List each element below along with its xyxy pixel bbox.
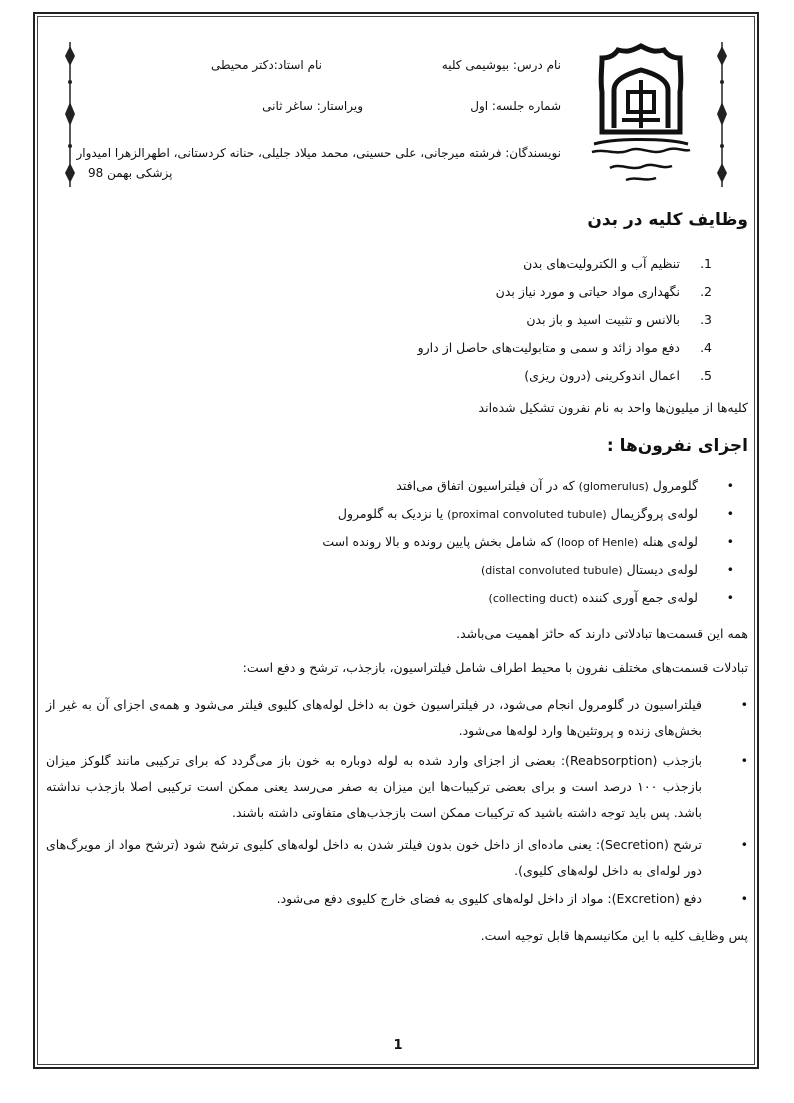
- nephron-note: کلیه‌ها از میلیون‌ها واحد به نام نفرون تشکیل شده‌اند: [478, 400, 748, 415]
- cohort: پزشکی بهمن 98: [88, 166, 173, 180]
- left-ornament: [63, 42, 77, 187]
- exchange-note: همه این قسمت‌ها تبادلاتی دارند که حائز اهمیت می‌باشد.: [456, 626, 748, 641]
- list-item: [214, 502, 734, 526]
- list-text: اعمال اندوکرینی (درون ریزی): [524, 368, 680, 383]
- teacher-name: نام استاد:دکتر محیطی: [210, 58, 322, 72]
- list-text: بالانس و تثبیت اسید و باز بدن: [526, 312, 680, 327]
- part-english: (proximal convoluted tubule): [447, 508, 607, 521]
- list-item: [214, 474, 734, 498]
- list-number: 4.: [700, 340, 712, 355]
- list-number: 3.: [700, 312, 712, 327]
- list-item: [214, 586, 734, 610]
- part-desc: یا نزدیک به گلومرول: [337, 506, 444, 521]
- list-text: تنظیم آب و الکترولیت‌های بدن: [523, 256, 680, 271]
- list-number: 2.: [700, 284, 712, 299]
- part-name: لوله‌ی دیستال: [626, 562, 698, 577]
- list-text: نگهداری مواد حیاتی و مورد نیاز بدن: [495, 284, 680, 299]
- list-number: 1.: [700, 256, 712, 271]
- bullet: •: [726, 534, 734, 549]
- process-reabsorption: [46, 748, 748, 826]
- right-ornament: [715, 42, 729, 187]
- bullet: •: [740, 891, 748, 906]
- bullet: •: [726, 506, 734, 521]
- list-text: دفع مواد زائد و سمی و متابولیت‌های حاصل از دارو: [417, 340, 680, 355]
- list-item: [304, 252, 724, 276]
- list-item: [304, 364, 724, 388]
- part-name: گلومرول: [652, 478, 698, 493]
- editor-name: ویراستار: ساغر ثانی: [262, 99, 363, 113]
- process-text: فیلتراسیون در گلومرول انجام می‌شود، در فیلتراسیون خون به داخل لوله‌های کلیوی فیلتر می‌شود و همه‌ی اجزای آن به غیر از بخش‌های زنده و پروتئین‌ها وارد لوله‌ها می‌شود.: [46, 697, 702, 738]
- session-number: شماره جلسه: اول: [470, 99, 561, 113]
- bullet: •: [726, 478, 734, 493]
- section-title-nephron-parts: اجزای نفرون‌ها :: [606, 436, 748, 456]
- process-text: بازجذب (Reabsorption): بعضی از اجزای وارد شده به لوله دوباره به خون باز می‌گردد که برای ترکیبی مانند گلوکز میزان بازجذب ۱۰۰ درصد است و برای بعضی ترکیبات‌ها این میزان به صفر می‌رسد یعنی ممکن است ترکیبی اصلا بازجذب نداشته باشد. پس باید توجه داشته باشید که ترکیبات ممکن است بازجذب‌های متفاوتی داشته باشند.: [46, 753, 702, 820]
- part-name: لوله‌ی هنله: [642, 534, 698, 549]
- part-english: (loop of Henle): [556, 536, 639, 549]
- university-logo: [565, 40, 696, 188]
- bullet: •: [740, 697, 748, 712]
- conclusion: پس وظایف کلیه با این مکانیسم‌ها قابل توجیه است.: [480, 928, 748, 943]
- part-english: (collecting duct): [488, 592, 578, 605]
- section-title-kidney-functions: وظایف کلیه در بدن: [587, 210, 748, 230]
- process-excretion: [46, 886, 748, 912]
- bullet: •: [740, 837, 748, 852]
- list-item: [304, 280, 724, 304]
- process-filtration: [46, 692, 748, 744]
- part-english: (glomerulus): [578, 480, 649, 493]
- bullet: •: [726, 562, 734, 577]
- list-number: 5.: [700, 368, 712, 383]
- part-desc: که شامل بخش پایین رونده و بالا رونده است: [322, 534, 553, 549]
- list-item: [304, 336, 724, 360]
- process-text: دفع (Excretion): مواد از داخل لوله‌های کلیوی به فضای خارج کلیوی دفع می‌شود.: [276, 891, 702, 906]
- list-item: [214, 558, 734, 582]
- part-name: لوله‌ی جمع آوری کننده: [581, 590, 698, 605]
- part-name: لوله‌ی پروگزیمال: [610, 506, 698, 521]
- bullet: •: [740, 753, 748, 768]
- list-item: [304, 308, 724, 332]
- bullet: •: [726, 590, 734, 605]
- process-text: ترشح (Secretion): یعنی ماده‌ای از داخل خون بدون فیلتر شدن به داخل لوله‌های کلیوی ترشح شود (ترشح مواد از مویرگ‌های دور لوله‌ای به داخل لوله‌های کلیوی).: [46, 837, 702, 878]
- list-item: [214, 530, 734, 554]
- course-name: نام درس: بیوشیمی کلیه: [441, 58, 561, 72]
- part-english: (distal convoluted tubule): [481, 564, 623, 577]
- exchange-types-note: تبادلات قسمت‌های مختلف نفرون با محیط اطراف شامل فیلتراسیون، بازجذب، ترشح و دفع است:: [242, 660, 748, 675]
- page-number: 1: [393, 1038, 403, 1053]
- part-desc: که در آن فیلتراسیون اتفاق می‌افتد: [396, 478, 575, 493]
- process-secretion: [46, 832, 748, 884]
- authors: نویسندگان: فرشته میرجانی، علی حسینی، محمد میلاد جلیلی، حنانه کردستانی، اطهرالزهرا امیدوار: [76, 146, 561, 160]
- logo-caption: دانشگاه علوم پزشکی و خدمات بهداشتی درمانی: [565, 40, 586, 41]
